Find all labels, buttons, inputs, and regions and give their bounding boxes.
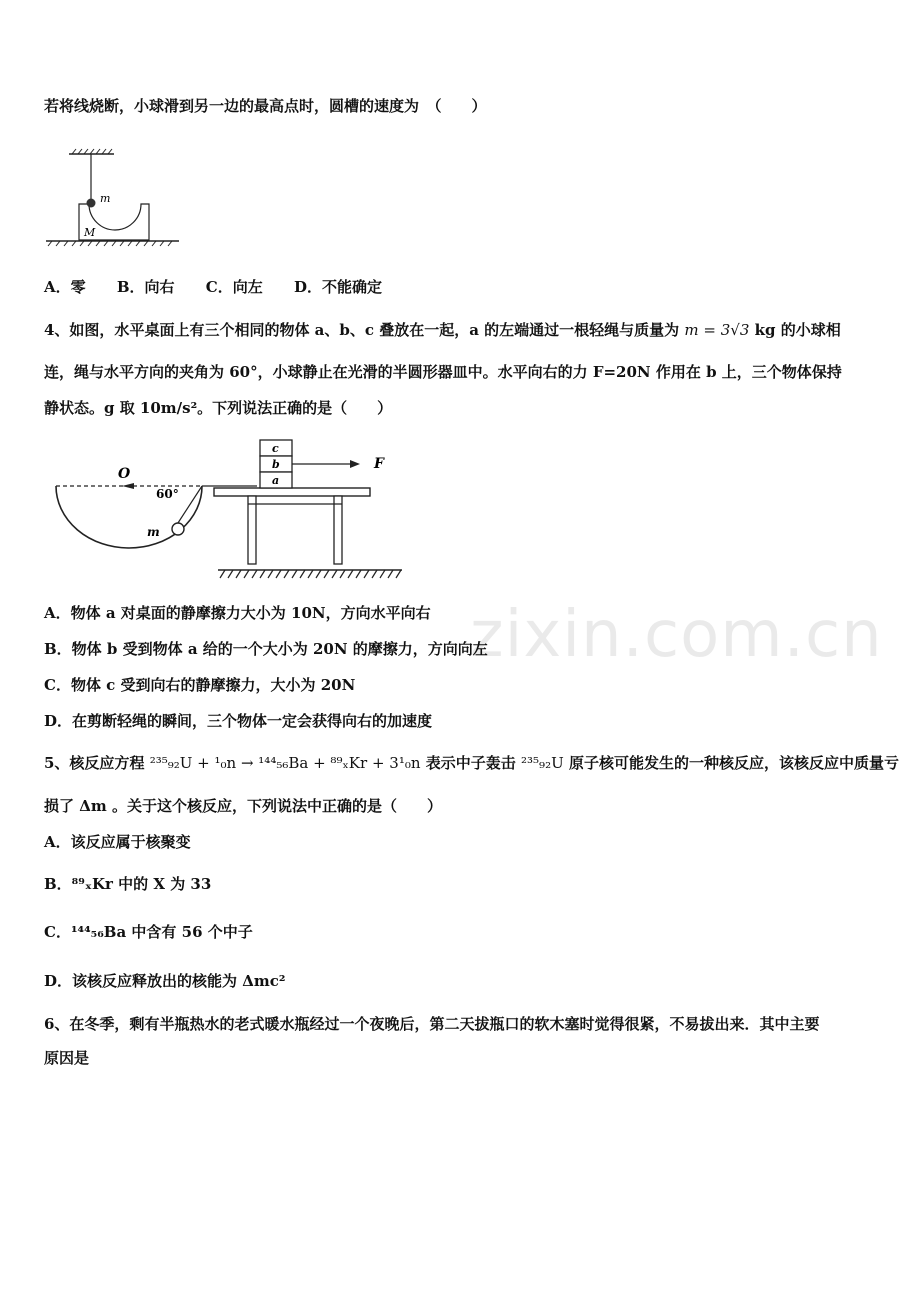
q5-suffix2: 原子核可能发生的一种核反应，该核反应中质量亏: [568, 754, 899, 772]
q4-line1-b: kg 的小球相: [754, 321, 841, 339]
q3-option-c[interactable]: C．向左: [205, 278, 263, 296]
fig2-label-a: a: [272, 474, 280, 487]
q4-figure: [52, 434, 412, 584]
q5-prefix: 5、核反应方程: [44, 754, 145, 772]
q3-option-b[interactable]: B．向右: [116, 278, 175, 296]
fig2-label-b: b: [272, 458, 280, 471]
fig1-label-m: m: [100, 192, 111, 205]
fig2-label-m: m: [147, 525, 160, 539]
q3-figure: [44, 148, 184, 248]
q4-option-d[interactable]: D．在剪断轻绳的瞬间，三个物体一定会获得向右的加速度: [44, 712, 433, 730]
q5-equation: ²³⁵₉₂U + ¹₀n → ¹⁴⁴₅₆Ba + ⁸⁹ₓKr + 3¹₀n: [149, 754, 421, 772]
q5-suffix: 表示中子轰击: [425, 754, 516, 772]
q6-line2: 原因是: [44, 1049, 90, 1067]
q4-line1-a: 4、如图，水平桌面上有三个相同的物体 a、b、c 叠放在一起，a 的左端通过一根轻绳与质量为: [44, 321, 680, 339]
fig1-label-M: M: [84, 226, 96, 239]
fig2-label-angle: 60°: [156, 487, 179, 501]
q5-line1: [44, 753, 899, 773]
q4-line1: [44, 320, 841, 340]
q4-option-c[interactable]: C．物体 c 受到向右的静摩擦力，大小为 20N: [44, 676, 356, 694]
q4-line2: 连，绳与水平方向的夹角为 60°，小球静止在光滑的半圆形器皿中。水平向右的力 F=20N 作用在 b 上，三个物体保持: [44, 363, 842, 381]
q3-stem: 若将线烧断，小球滑到另一边的最高点时，圆槽的速度为 （ ）: [44, 97, 487, 115]
fig2-label-F: F: [374, 456, 384, 472]
watermark: zixin.com.cn: [470, 598, 883, 672]
q5-option-c[interactable]: C．¹⁴⁴₅₆Ba 中含有 56 个中子: [44, 923, 253, 941]
q6-line1: 6、在冬季，剩有半瓶热水的老式暖水瓶经过一个夜晚后，第二天拔瓶口的软木塞时觉得很紧，不易拔出来．其中主要: [44, 1015, 820, 1033]
q5-line2: 损了 Δm 。关于这个核反应，下列说法中正确的是（ ）: [44, 797, 442, 815]
q3-option-a[interactable]: A．零: [44, 278, 86, 296]
q4-option-b[interactable]: B．物体 b 受到物体 a 给的一个大小为 20N 的摩擦力，方向向左: [44, 640, 488, 658]
fig2-label-c: c: [272, 442, 279, 455]
q3-option-d[interactable]: D．不能确定: [293, 278, 382, 296]
q4-option-a[interactable]: A．物体 a 对桌面的静摩擦力大小为 10N，方向水平向右: [44, 604, 431, 622]
q3-options: [44, 277, 408, 297]
q5-option-a[interactable]: A．该反应属于核聚变: [44, 833, 191, 851]
q5-option-b[interactable]: B．⁸⁹ₓKr 中的 X 为 33: [44, 875, 212, 893]
q4-mass-expression: m = 3√3: [684, 321, 750, 339]
q5-nucleus: ²³⁵₉₂U: [521, 754, 564, 772]
q5-option-d[interactable]: D．该核反应释放出的核能为 Δmc²: [44, 972, 286, 990]
fig2-label-O: O: [118, 466, 131, 482]
q4-line3: 静状态。g 取 10m/s²。下列说法正确的是（ ）: [44, 399, 393, 417]
